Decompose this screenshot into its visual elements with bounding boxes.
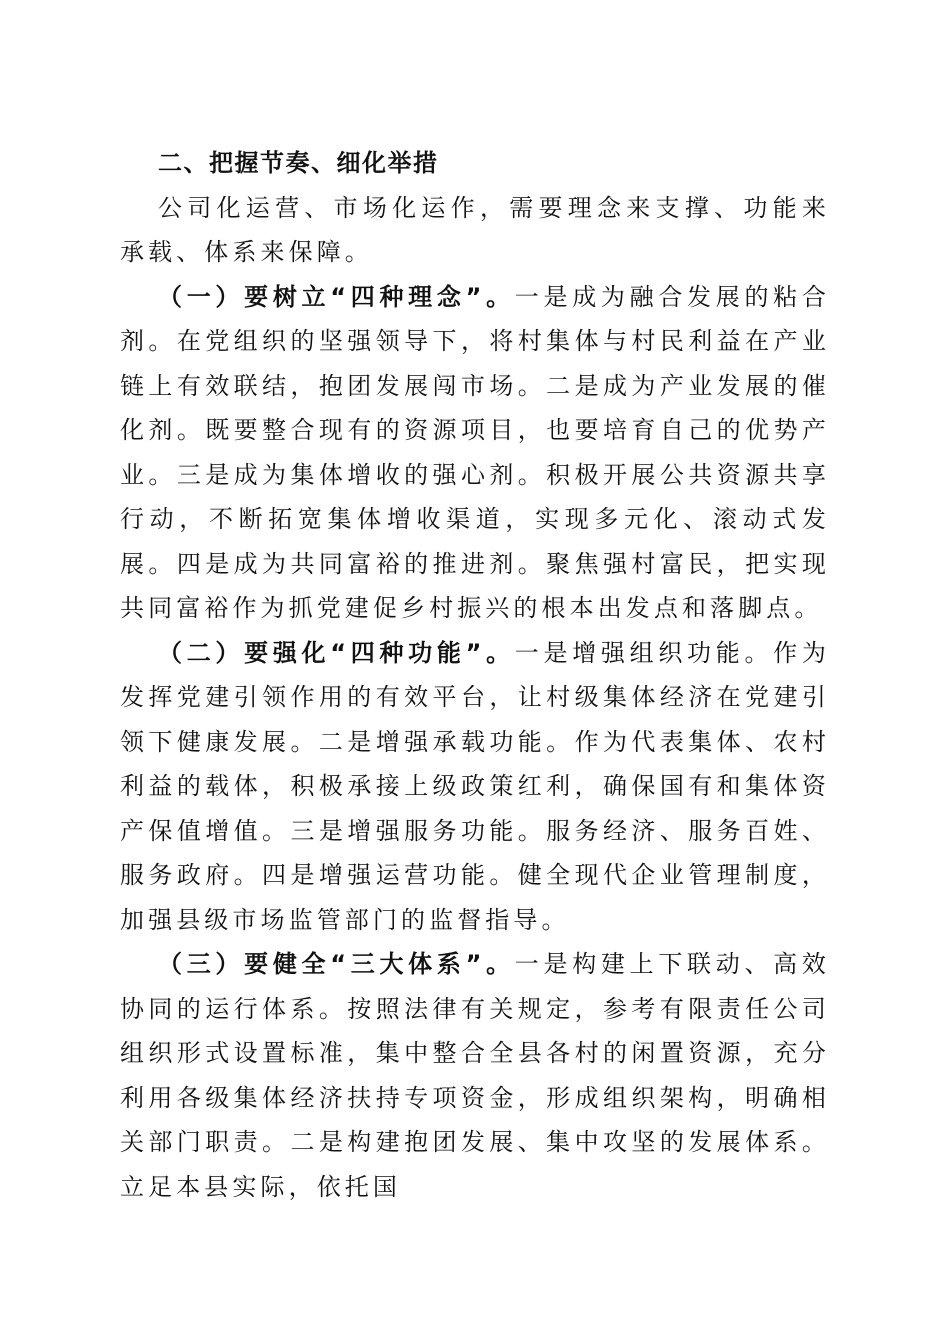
paragraph-title: （一）要树立“四种理念”。 (158, 282, 515, 311)
paragraph-title: （三）要健全“三大体系”。 (158, 950, 515, 978)
paragraph-text: 一是增强组织功能。作为发挥党建引领作用的有效平台，让村级集体经济在党建引领下健康发展。二是增强承载功能。作为代表集体、农村利益的载体，积极承接上级政策红利，确保国有和集体资产保值增值。三是增强服务功能。服务经济、服务百姓、服务政府。四是增强运营功能。健全现代企业管理制度，加强县级市场监管部门的监督指导。 (120, 638, 830, 934)
intro-paragraph: 公司化运营、市场化运作，需要理念来支撑、功能来承载、体系来保障。 (120, 193, 830, 266)
paragraph-text: 一是成为融合发展的粘合剂。在党组织的坚强领导下，将村集体与村民利益在产业链上有效联结，抱团发展闯市场。二是成为产业发展的催化剂。既要整合现有的资源项目，也要培育自己的优势产业。三是成为集体增收的强心剂。积极开展公共资源共享行动，不断拓宽集体增收渠道，实现多元化、滚动式发展。四是成为共同富裕的推进剂。聚焦强村富民，把实现共同富裕作为抓党建促乡村振兴的根本出发点和落脚点。 (120, 282, 830, 622)
paragraph-title: （二）要强化“四种功能”。 (158, 638, 515, 667)
paragraph-four-functions (120, 631, 830, 943)
document-body (120, 141, 830, 1209)
paragraph-four-concepts (120, 275, 830, 631)
paragraph-text: 一是构建上下联动、高效协同的运行体系。按照法律有关规定，参考有限责任公司组织形式设置标准，集中整合全县各村的闲置资源，充分利用各级集体经济扶持专项资金，形成组织架构，明确相关部门职责。二是构建抱团发展、集中攻坚的发展体系。立足本县实际，依托国 (120, 950, 830, 1201)
paragraph-three-systems (120, 942, 830, 1209)
section-heading: 二、把握节奏、细化举措 (158, 149, 439, 177)
